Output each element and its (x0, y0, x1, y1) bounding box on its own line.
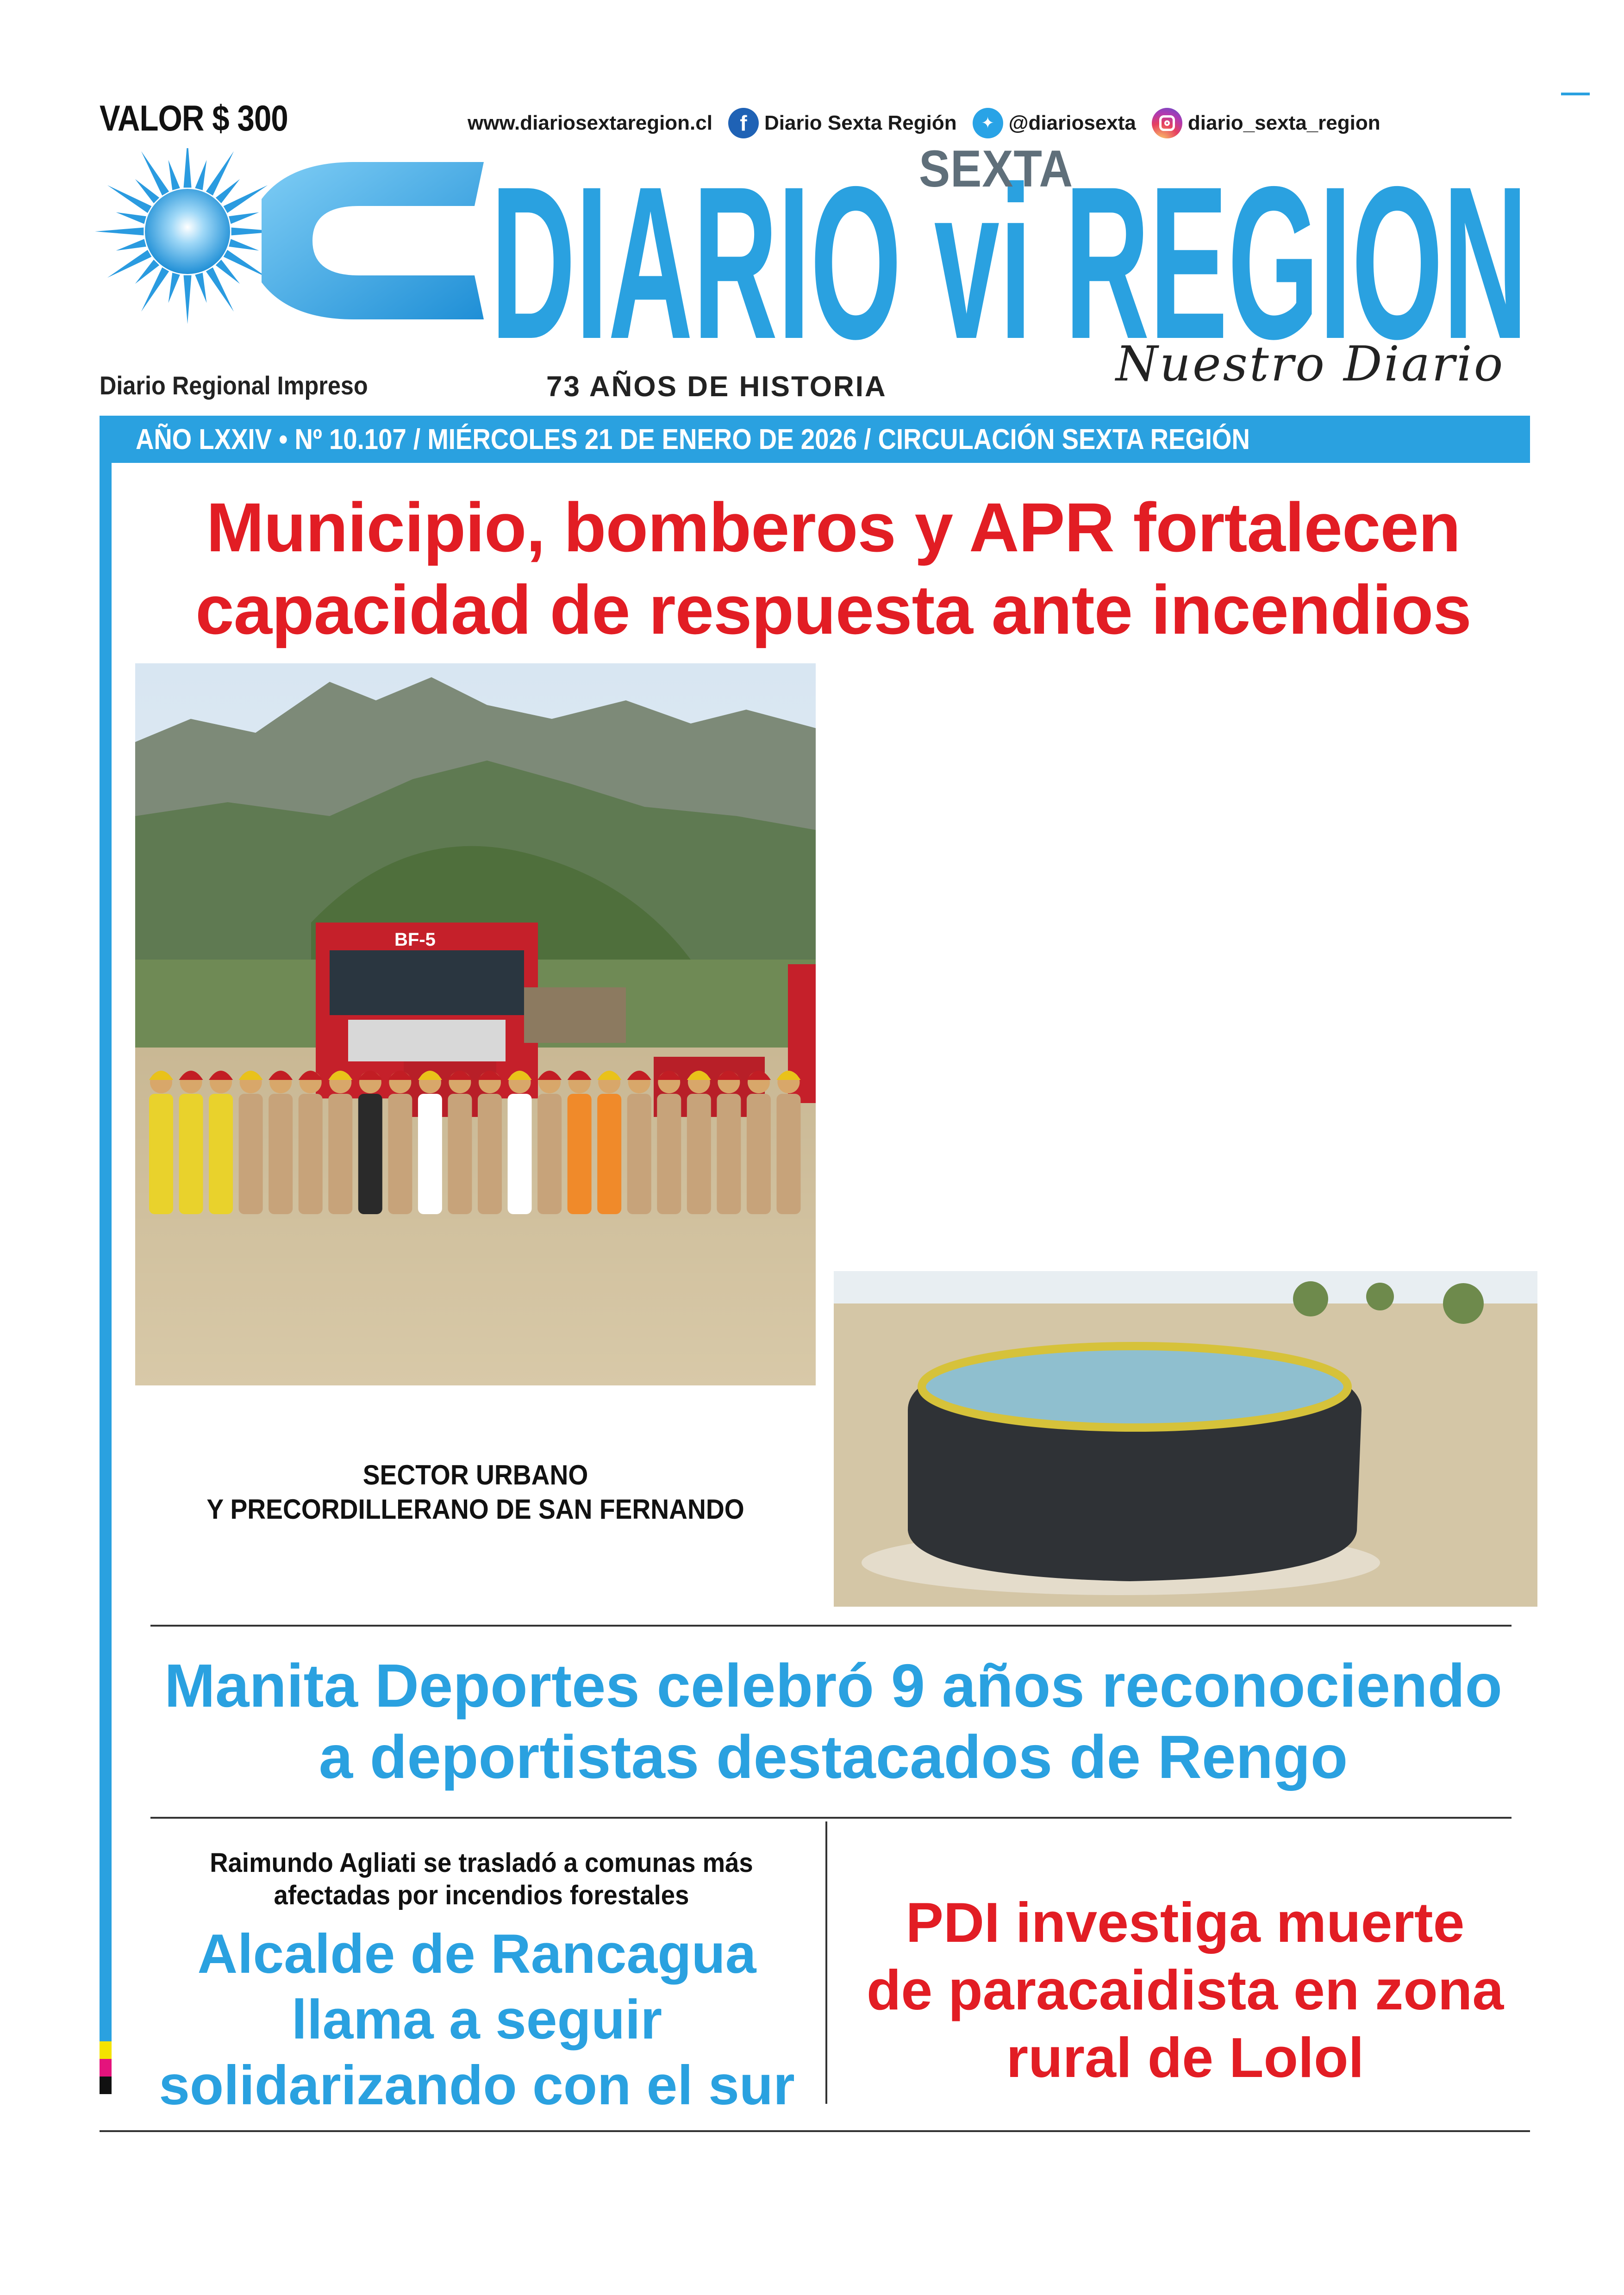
story2-headline-line2: a deportistas destacados de Rengo (319, 1723, 1348, 1791)
svg-text:DIARIO vi REGION: DIARIO vi REGION (491, 153, 1528, 347)
slogan: Nuestro Diario (1116, 336, 1505, 392)
masthead-sexta: SEXTA (919, 140, 1074, 198)
story3-headline-line3: solidarizando con el sur (159, 2054, 795, 2116)
lead-photo[interactable] (135, 663, 816, 1385)
story4-headline[interactable] (833, 1889, 1537, 2091)
price-label: VALOR $ 300 (100, 98, 288, 138)
lead-headline[interactable] (125, 486, 1542, 651)
history-label: 73 AÑOS DE HISTORIA (546, 371, 887, 403)
facebook-icon: f (728, 108, 759, 138)
twitter-icon: ✦ (973, 108, 1003, 138)
svg-text:BF-5: BF-5 (394, 929, 436, 950)
instagram-icon (1152, 108, 1182, 138)
lead-headline-line2: capacidad de respuesta ante incendios (195, 571, 1471, 649)
facebook-text: Diario Sexta Región (764, 112, 957, 134)
story4-headline-line2: de paracaidista en zona (866, 1958, 1504, 2021)
twitter-text: @diariosexta (1008, 112, 1136, 134)
story3-kicker-line1: Raimundo Agliati se trasladó a comunas más (210, 1848, 753, 1878)
instagram-text: diario_sexta_region (1187, 112, 1380, 134)
tank-photo-image (834, 1271, 1537, 1607)
story3-kicker (173, 1847, 791, 1912)
website-text: www.diariosextaregion.cl (468, 112, 712, 134)
story3-headline-line1: Alcalde de Rancagua (197, 1923, 756, 1985)
story4-headline-line3: rural de Lolol (1006, 2026, 1364, 2089)
twitter-link[interactable] (973, 108, 1136, 138)
lead-photo-image (135, 663, 816, 1385)
registration-black (100, 2077, 112, 2094)
registration-magenta (100, 2059, 112, 2077)
divider (150, 1817, 1512, 1819)
divider (150, 1625, 1512, 1627)
story2-headline-line1: Manita Deportes celebró 9 años reconociendo (164, 1652, 1503, 1720)
website-link[interactable] (468, 112, 712, 135)
date-bar-text: AÑO LXXIV • Nº 10.107 / MIÉRCOLES 21 DE ENERO DE 2026 / CIRCULACIÓN SEXTA REGIÓN (136, 423, 1250, 455)
left-rule (100, 463, 112, 2092)
tank-photo[interactable] (826, 1264, 1537, 1607)
lead-caption-line2: Y PRECORDILLERANO DE SAN FERNANDO (206, 1494, 744, 1525)
date-bar (100, 416, 1530, 463)
registration-yellow (100, 2041, 112, 2059)
column-divider (825, 1821, 827, 2104)
social-links (468, 105, 1380, 142)
lead-caption (162, 1458, 788, 1527)
lead-headline-line1: Municipio, bomberos y APR fortalecen (206, 488, 1461, 566)
story3-headline-line2: llama a seguir (291, 1989, 662, 2051)
facebook-link[interactable] (728, 108, 957, 138)
story2-headline[interactable] (125, 1650, 1542, 1793)
story3-headline[interactable] (139, 1921, 815, 2118)
story4-headline-line1: PDI investiga muerte (906, 1891, 1465, 1954)
bottom-divider (100, 2130, 1530, 2132)
subtitle: Diario Regional Impreso (100, 371, 368, 400)
corner-mark (1561, 93, 1590, 95)
instagram-link[interactable] (1152, 108, 1380, 138)
sun-logo-icon (95, 148, 502, 347)
lead-caption-line1: SECTOR URBANO (362, 1459, 588, 1491)
story3-kicker-line2: afectadas por incendios forestales (274, 1880, 689, 1910)
